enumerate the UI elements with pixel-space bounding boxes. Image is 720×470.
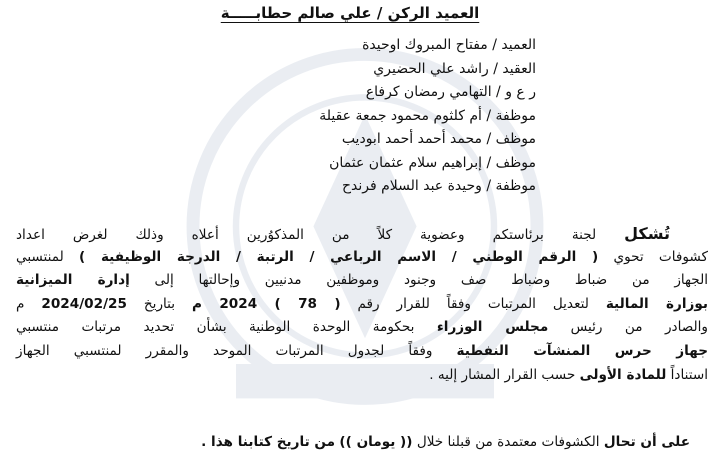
paragraph-text: حسب القرار المشار إليه . [429,366,576,383]
decision-number: ( 78 ) 2024 م [192,295,341,312]
paragraph-text: لتعديل المرتبات وفقاً للقرار رقم [357,295,589,312]
paragraph-text: بتاريخ [143,295,176,312]
paragraph-text: والصادر من رئيس [570,319,708,336]
paragraph-text: وفقاً لجدول المرتبات الموحد والمقرر لمنتسبي الجهاز [16,342,433,359]
paragraph-line [16,246,708,270]
member-line: موظفة / أم كلثوم محمود جمعة عقيلة [319,107,536,124]
deadline-line [70,430,708,454]
agency-name-text: جهاز حرس المنشآت النفطية [456,342,708,359]
member-line: العقيد / راشد علي الحضيري [373,60,536,77]
paragraph-text: لمنتسبي [16,248,64,265]
paragraph-text: لجنة برئاستكم وعضوية كلاً من المذكوُرين أعلاه وذلك لغرض اعداد [16,227,597,243]
deadline-tail: من تاريخ كتابنا هذا . [201,434,336,450]
paragraph-line [16,269,708,293]
member-line: موظف / محمد أحمد أحمد ابوديب [341,131,536,147]
page-title: العميد الركن / علي صالم حطابـــــة [220,4,480,22]
paragraph-line [16,293,708,317]
paragraph-text: الكشوفات معتمدة من قبلنا خلال [416,434,600,450]
budget-department-text: إدارة الميزانية [16,272,130,289]
ministry-text: بوزارة المالية [605,295,708,312]
paragraph-text: بحكومة الوحدة الوطنية بشأن تحديد مرتبات منتسبي [16,319,415,336]
member-line: موظف / إبراهيم سلام عثمان عثمان [329,154,536,171]
deadline-lead: على أن تحال [603,434,690,450]
decision-date: 2024/02/25 [41,295,127,312]
council-text: مجلس الوزراء [436,319,549,336]
required-fields-text: ( الرقم الوطني / الاسم الرباعي / الرتبة / الدرجة الوظيفية ) [79,248,599,265]
paragraph-line [16,364,708,388]
paragraph-text: كشوفات تحوي [613,248,708,265]
paragraph-line [16,316,708,340]
committee-members-list [276,34,536,199]
paragraph-text: استناداً [670,366,708,383]
paragraph-line [16,222,708,246]
member-line: العميد / مفتاح المبروك اوحيدة [362,37,536,53]
member-line: موظفة / وحيدة عبد السلام فرندح [341,178,536,194]
deadline-period: (( يومان )) [339,434,413,450]
paragraph-text: م [16,295,25,312]
member-line: ر ع و / التهامي رمضان كرفاع [365,84,536,100]
article-text: للمادة الأولى [579,366,667,383]
committee-paragraph [16,222,708,387]
paragraph-text: الجهاز من ضباط وضباط صف وجنود وموظفين مدنيين وإحالتها إلى [154,272,708,289]
paragraph-lead-word: تُشكل [624,224,671,243]
paragraph-line [16,340,708,364]
